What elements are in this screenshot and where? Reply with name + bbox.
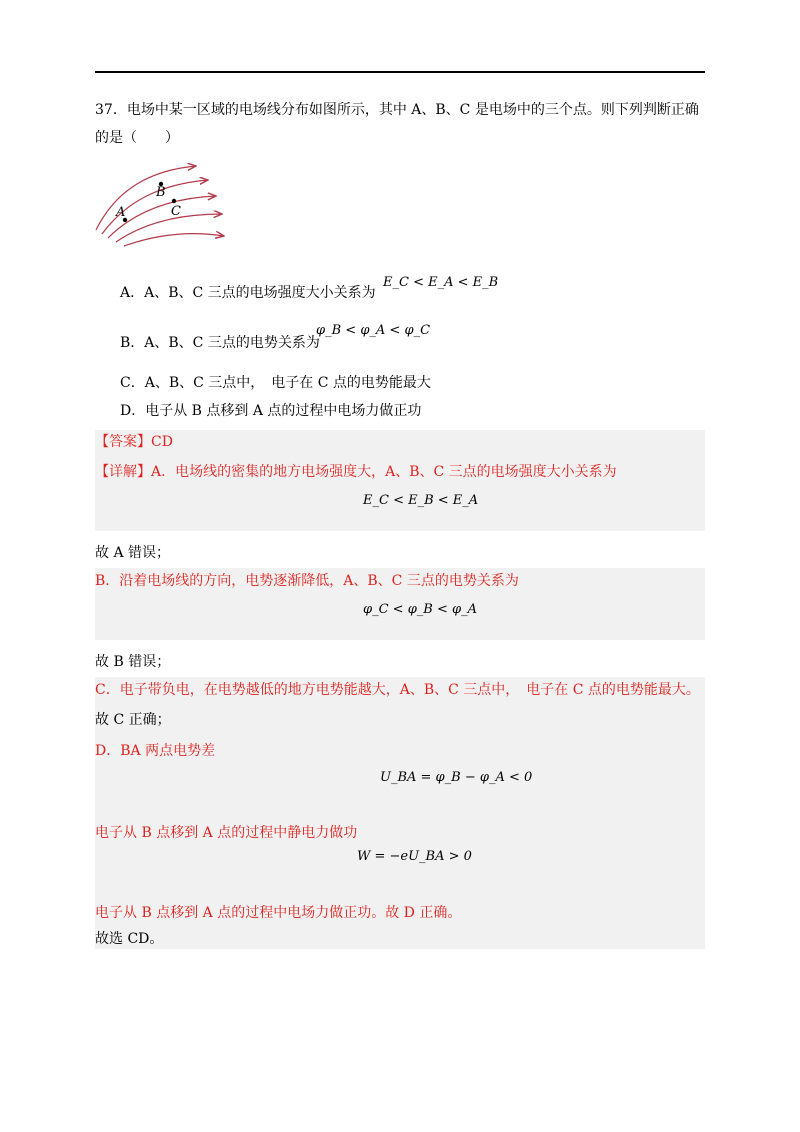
explanation-label: 【详解】 [95,464,151,480]
explanation-d-math1: U_BA = φ_B − φ_A < 0 [380,770,533,785]
explanation-a-math: E_C < E_B < E_A [363,493,479,508]
explanation-b-text: B．沿着电场线的方向，电势逐渐降低，A、B、C 三点的电势关系为 [95,573,519,589]
question-text-line2: 的是（ ） [95,130,179,146]
option-a-math: E_C < E_A < E_B [383,275,499,290]
option-a-text: A．A、B、C 三点的电场强度大小关系为 [120,285,376,301]
explanation-b-math: φ_C < φ_B < φ_A [363,602,478,617]
explanation-d-text3: 电子从 B 点移到 A 点的过程中电场力做正功。故 D 正确。 [95,905,462,921]
question-text-line1: 37．电场中某一区域的电场线分布如图所示，其中 A、B、C 是电场中的三个点。则下列判断正确 [95,102,699,118]
explanation-c-text: C．电子带负电，在电势越低的地方电势能越大，A、B、C 三点中， 电子在 C 点的电势能最大。 [95,682,700,698]
answer-line [95,432,173,452]
option-c-text: C．A、B、C 三点中， 电子在 C 点的电势能最大 [120,375,431,391]
explanation-a-conclusion: 故 A 错误； [95,545,171,561]
explanation-c-conclusion: 故 C 正确； [95,712,171,728]
explanation-b-conclusion: 故 B 错误； [95,654,171,670]
answer-value: CD [151,434,173,450]
field-line-4 [116,214,222,242]
explanation-d-text2: 电子从 B 点移到 A 点的过程中静电力做功 [95,825,358,841]
explanation-final: 故选 CD。 [95,931,164,947]
option-d-text: D．电子从 B 点移到 A 点的过程中电场力做正功 [120,403,422,419]
explanation-a-line [95,462,617,482]
field-line-5 [124,234,224,246]
answer-label: 【答案】 [95,434,151,450]
field-line-1 [96,166,196,230]
option-b-math: φ_B < φ_A < φ_C [316,323,431,338]
label-b: B [156,185,166,200]
header-rule [95,71,705,73]
explanation-d-math2: W = −eU_BA > 0 [357,849,472,864]
option-b-text: B．A、B、C 三点的电势关系为 [120,335,320,351]
explanation-d-text: D．BA 两点电势差 [95,743,216,759]
label-c: C [171,204,181,219]
point-c-dot [172,199,176,203]
label-a: A [116,205,126,220]
explanation-a-text: A．电场线的密集的地方电场强度大，A、B、C 三点的电场强度大小关系为 [151,464,617,480]
electric-field-figure [92,158,232,248]
